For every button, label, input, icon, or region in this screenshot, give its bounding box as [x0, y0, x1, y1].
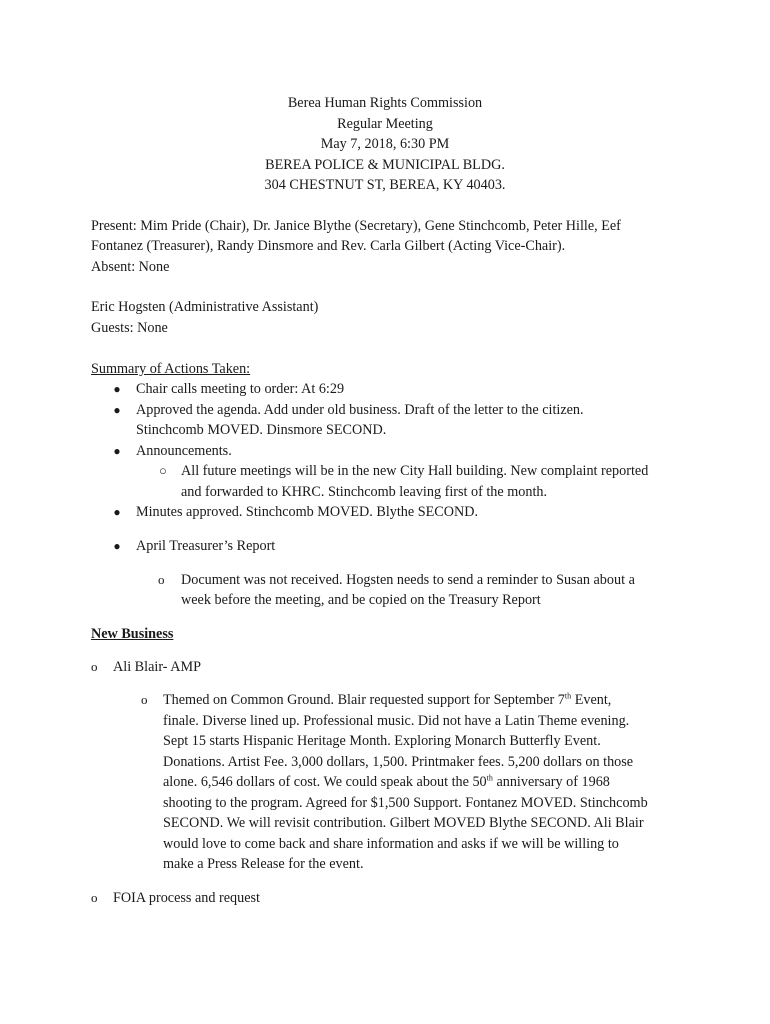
bullet-icon: ● — [113, 382, 121, 396]
summary-item-call-to-order: Chair calls meeting to order: At 6:29 — [136, 381, 345, 397]
commission-name: Berea Human Rights Commission — [287, 95, 483, 111]
ali-blair-detail-line-1: Themed on Common Ground. Blair requested support for September 7th Event, — [163, 691, 612, 708]
sub-bullet-icon: o — [91, 890, 98, 905]
absent-line: Absent: None — [91, 259, 170, 275]
treasurer-detail-line-1: Document was not received. Hogsten needs to send a reminder to Susan about a — [181, 572, 635, 588]
ali-blair-detail-line-9: make a Press Release for the event. — [163, 856, 364, 872]
bullet-icon: ● — [113, 403, 121, 417]
sub-bullet-icon: o — [91, 659, 98, 674]
sub-bullet-icon: o — [141, 692, 148, 707]
new-business-heading: New Business — [91, 626, 174, 642]
present-line-2: Fontanez (Treasurer), Randy Dinsmore and Rev. Carla Gilbert (Acting Vice-Chair). — [91, 238, 566, 254]
summary-item-agenda-line-1: Approved the agenda. Add under old business. Draft of the letter to the citizen. — [136, 402, 584, 418]
ali-blair-detail-line-2: finale. Diverse lined up. Professional music. Did not have a Latin Theme evening. — [163, 713, 630, 729]
ali-blair-detail-line-8: would love to come back and share information and asks if we will be willing to — [163, 836, 619, 852]
ali-blair-detail-line-7: SECOND. We will revisit contribution. Gilbert MOVED Blythe SECOND. Ali Blair — [163, 815, 644, 831]
bullet-icon: ● — [113, 444, 121, 458]
sub-bullet-icon: ○ — [159, 463, 167, 478]
ali-blair-detail-line-3: Sept 15 starts Hispanic Heritage Month. Exploring Monarch Butterfly Event. — [163, 733, 601, 749]
meeting-address: 304 CHESTNUT ST, BEREA, KY 40403. — [264, 177, 506, 193]
summary-item-announcements: Announcements. — [136, 443, 232, 459]
meeting-location: BEREA POLICE & MUNICIPAL BLDG. — [265, 156, 505, 173]
document-header — [0, 93, 770, 196]
present-line-1: Present: Mim Pride (Chair), Dr. Janice Blythe (Secretary), Gene Stinchcomb, Peter Hille, Eef — [91, 218, 621, 234]
summary-item-agenda-line-2: Stinchcomb MOVED. Dinsmore SECOND. — [136, 422, 387, 438]
ali-blair-detail-line-4: Donations. Artist Fee. 3,000 dollars, 1,500. Printmaker fees. 5,200 dollars on those — [163, 754, 634, 770]
new-business-item-foia: FOIA process and request — [113, 890, 260, 906]
announcement-detail-line-1: All future meetings will be in the new City Hall building. New complaint reported — [181, 463, 649, 479]
summary-item-treasurer-report: April Treasurer’s Report — [136, 538, 276, 554]
meeting-type: Regular Meeting — [337, 115, 433, 132]
guests-line: Guests: None — [91, 320, 168, 336]
ali-blair-detail-line-6: shooting to the program. Agreed for $1,500 Support. Fontanez MOVED. Stinchcomb — [163, 795, 648, 811]
treasurer-detail-line-2: week before the meeting, and be copied on the Treasury Report — [181, 592, 541, 608]
summary-heading: Summary of Actions Taken: — [91, 361, 251, 377]
sub-bullet-icon: o — [158, 572, 165, 587]
staff-line: Eric Hogsten (Administrative Assistant) — [91, 299, 319, 315]
meeting-date: May 7, 2018, 6:30 PM — [320, 136, 450, 152]
summary-item-minutes: Minutes approved. Stinchcomb MOVED. Blythe SECOND. — [136, 504, 479, 520]
ali-blair-detail-line-5: alone. 6,546 dollars of cost. We could speak about the 50th anniversary of 1968 — [163, 773, 610, 790]
announcement-detail-line-2: and forwarded to KHRC. Stinchcomb leaving first of the month. — [181, 484, 548, 500]
bullet-icon: ● — [113, 539, 121, 553]
new-business-item-ali-blair: Ali Blair- AMP — [113, 659, 201, 675]
bullet-icon: ● — [113, 505, 121, 519]
